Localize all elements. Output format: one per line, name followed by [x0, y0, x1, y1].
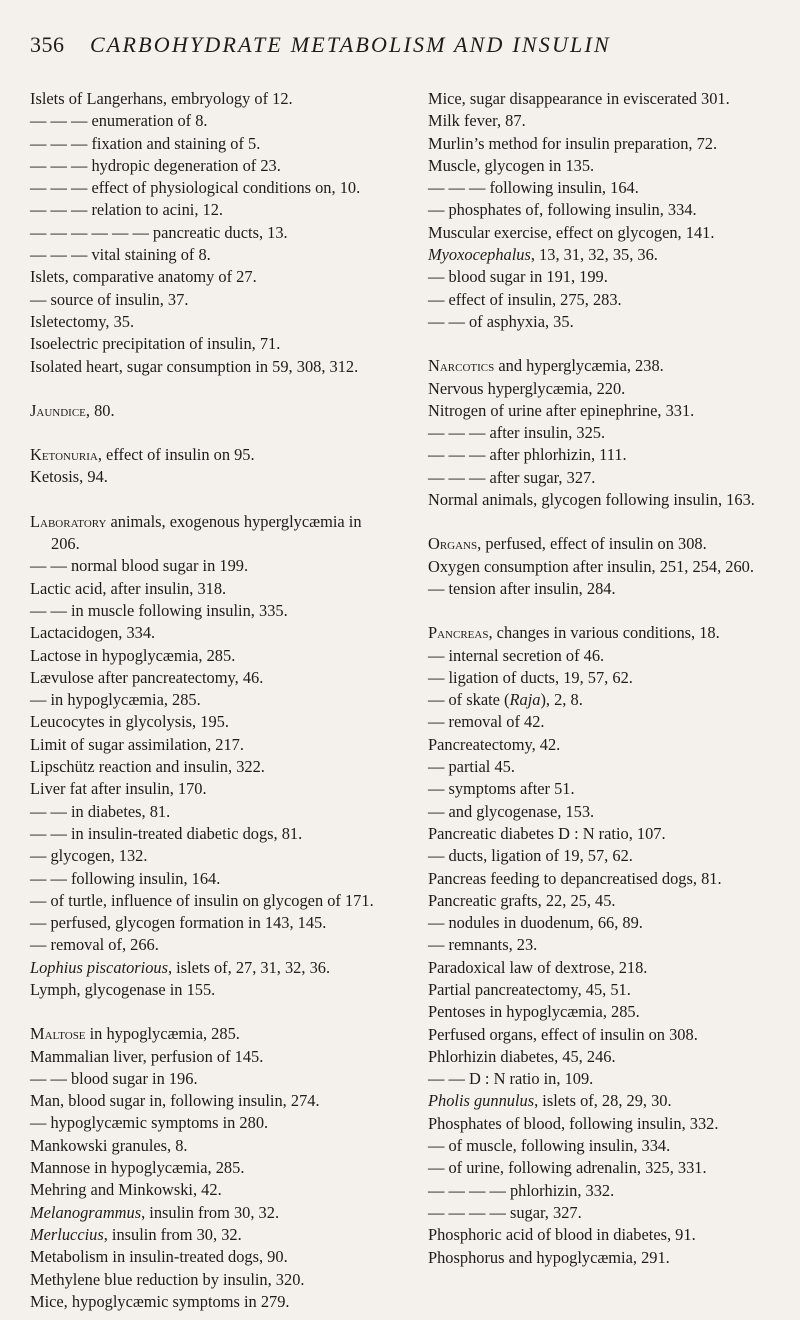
index-entry — [428, 756, 788, 778]
index-entry — [30, 890, 390, 912]
entry-text: in hypoglycæmia, 285. — [85, 1024, 240, 1044]
index-entry — [30, 979, 390, 1001]
entry-text: — — blood sugar in 196. — [30, 1068, 198, 1088]
entry-text: Mankowski granules, 8. — [30, 1135, 188, 1155]
index-entry — [428, 578, 788, 600]
index-entry — [428, 912, 788, 934]
entry-text: — remnants, 23. — [428, 935, 538, 955]
section-heading-word: Pancreas — [428, 623, 489, 643]
section-heading-word: Ketonuria — [30, 445, 98, 465]
italic-term: Melanogrammus — [30, 1202, 142, 1222]
entry-text: — — — effect of physiological conditions on, 10. — [30, 178, 361, 198]
entry-text: — symptoms after 51. — [428, 779, 575, 799]
entry-text: — — — vital staining of 8. — [30, 245, 211, 265]
index-entry — [30, 711, 390, 733]
index-entry — [30, 645, 390, 667]
index-entry — [30, 400, 390, 422]
index-entry — [30, 88, 390, 110]
entry-text: , effect of insulin on 95. — [97, 445, 255, 465]
entry-text: Lymph, glycogenase in 155. — [30, 979, 216, 999]
entry-text: Phlorhizin diabetes, 45, 246. — [428, 1046, 616, 1066]
index-entry — [30, 311, 390, 333]
index-entry — [30, 934, 390, 956]
entry-text: Metabolism in insulin-treated dogs, 90. — [30, 1247, 288, 1267]
entry-text: — — — fixation and staining of 5. — [30, 133, 261, 153]
index-entry — [428, 823, 788, 845]
section-gap — [428, 600, 788, 622]
entry-text: — — — hydropic degeneration of 23. — [30, 155, 281, 175]
index-entry — [428, 622, 788, 644]
index-entry — [428, 711, 788, 733]
entry-text: — effect of insulin, 275, 283. — [428, 289, 622, 309]
index-entry — [30, 333, 390, 355]
section-heading-word: Jaundice — [30, 400, 86, 420]
section-gap — [30, 489, 390, 511]
index-entry — [30, 689, 390, 711]
entry-text: — — — enumeration of 8. — [30, 111, 208, 131]
index-entry — [428, 222, 788, 244]
index-entry — [428, 311, 788, 333]
index-entry — [428, 489, 788, 511]
entry-text: — of turtle, influence of insulin on glycogen of 171. — [30, 890, 374, 910]
entry-text: Nitrogen of urine after epinephrine, 331. — [428, 400, 695, 420]
index-entry — [428, 378, 788, 400]
entry-text: , perfused, effect of insulin on 308. — [477, 534, 707, 554]
italic-term: Myoxocephalus — [428, 245, 531, 265]
entry-text: Mice, sugar disappearance in eviscerated 301. — [428, 89, 730, 108]
index-entry — [428, 133, 788, 155]
index-entry — [428, 467, 788, 489]
entry-text: Limit of sugar assimilation, 217. — [30, 734, 244, 754]
entry-text: Leucocytes in glycolysis, 195. — [30, 712, 229, 732]
entry-text: — — of asphyxia, 35. — [428, 311, 574, 331]
entry-text: Mehring and Minkowski, 42. — [30, 1180, 222, 1200]
entry-text: — perfused, glycogen formation in 143, 145. — [30, 913, 327, 933]
index-column-left — [30, 88, 390, 1313]
running-title: CARBOHYDRATE METABOLISM AND INSULIN — [90, 32, 611, 57]
entry-text: Lactose in hypoglycæmia, 285. — [30, 645, 236, 665]
index-entry — [30, 1179, 390, 1201]
entry-text: Paradoxical law of dextrose, 218. — [428, 957, 648, 977]
entry-text: animals, exogenous hyperglycæmia in 206. — [51, 511, 362, 554]
index-entry — [428, 444, 788, 466]
entry-text: and hyperglycæmia, 238. — [494, 356, 664, 376]
entry-text: Mammalian liver, perfusion of 145. — [30, 1046, 264, 1066]
entry-text: Liver fat after insulin, 170. — [30, 779, 207, 799]
index-entry — [428, 244, 788, 266]
index-entry — [30, 1090, 390, 1112]
section-gap — [30, 378, 390, 400]
index-entry — [30, 133, 390, 155]
index-entry — [30, 511, 390, 556]
index-entry — [428, 355, 788, 377]
entry-text: Man, blood sugar in, following insulin, 274. — [30, 1091, 320, 1111]
index-entry — [30, 1291, 390, 1313]
index-entry — [428, 1224, 788, 1246]
italic-term: Lophius piscatorious — [30, 957, 168, 977]
index-entry — [30, 1112, 390, 1134]
index-entry — [428, 934, 788, 956]
entry-text: — glycogen, 132. — [30, 846, 148, 866]
page-number: 356 — [30, 32, 65, 57]
entry-text: — of skate ( — [428, 690, 510, 710]
section-heading-word: Laboratory — [30, 511, 107, 531]
index-entry — [30, 578, 390, 600]
section-heading-word: Narcotics — [428, 356, 495, 376]
entry-text: — removal of, 266. — [30, 935, 159, 955]
entry-text: — — — — — — pancreatic ducts, 13. — [30, 222, 288, 242]
entry-text: — — — relation to acini, 12. — [30, 200, 224, 220]
entry-text: Pancreatectomy, 42. — [428, 734, 561, 754]
index-entry — [428, 422, 788, 444]
index-entry — [30, 1246, 390, 1268]
entry-text: — ligation of ducts, 19, 57, 62. — [428, 667, 633, 687]
entry-text: Partial pancreatectomy, 45, 51. — [428, 979, 631, 999]
index-entry — [30, 868, 390, 890]
index-entry — [428, 1135, 788, 1157]
index-entry — [428, 1046, 788, 1068]
index-entry — [30, 823, 390, 845]
index-entry — [428, 199, 788, 221]
index-entry — [30, 801, 390, 823]
index-entry — [428, 979, 788, 1001]
entry-text: Lactacidogen, 334. — [30, 623, 156, 643]
index-entry — [30, 622, 390, 644]
section-heading-word: Maltose — [30, 1024, 86, 1044]
entry-text: Oxygen consumption after insulin, 251, 254, 260. — [428, 556, 754, 576]
entry-text: ), 2, 8. — [540, 690, 583, 710]
section-gap — [428, 333, 788, 355]
index-entry — [428, 957, 788, 979]
index-entry — [428, 1068, 788, 1090]
index-entry — [30, 555, 390, 577]
index-entry — [428, 734, 788, 756]
index-entry — [428, 845, 788, 867]
index-entry — [30, 444, 390, 466]
index-entry — [428, 1090, 788, 1112]
index-entry — [30, 1224, 390, 1246]
index-entry — [30, 1046, 390, 1068]
entry-text: , insulin from 30, 32. — [103, 1224, 242, 1244]
entry-text: — source of insulin, 37. — [30, 289, 189, 309]
entry-text: Normal animals, glycogen following insulin, 163. — [428, 490, 755, 510]
index-entry — [30, 845, 390, 867]
entry-text: Nervous hyperglycæmia, 220. — [428, 378, 626, 398]
index-entry — [30, 110, 390, 132]
index-entry — [428, 266, 788, 288]
entry-text: Phosphorus and hypoglycæmia, 291. — [428, 1247, 670, 1267]
entry-text: Perfused organs, effect of insulin on 308. — [428, 1024, 698, 1044]
index-entry — [428, 890, 788, 912]
index-entry — [30, 667, 390, 689]
entry-text: — — normal blood sugar in 199. — [30, 556, 249, 576]
index-entry — [428, 1202, 788, 1224]
index-entry — [428, 110, 788, 132]
index-entry — [30, 1269, 390, 1291]
section-gap — [428, 511, 788, 533]
index-entry — [30, 177, 390, 199]
entry-text: — — — — sugar, 327. — [428, 1202, 582, 1222]
index-entry — [428, 1113, 788, 1135]
entry-text: , insulin from 30, 32. — [141, 1202, 280, 1222]
entry-text: — internal secretion of 46. — [428, 645, 605, 665]
entry-text: Methylene blue reduction by insulin, 320. — [30, 1269, 305, 1289]
index-entry — [428, 155, 788, 177]
entry-text: — — — after insulin, 325. — [428, 423, 606, 443]
index-entry — [428, 801, 788, 823]
index-entry — [30, 466, 390, 488]
index-entry — [30, 1135, 390, 1157]
index-entry — [30, 1202, 390, 1224]
index-entry — [428, 1247, 788, 1269]
index-entry — [30, 199, 390, 221]
entry-text: — removal of 42. — [428, 712, 545, 732]
index-entry — [30, 734, 390, 756]
entry-text: Pancreatic diabetes D : N ratio, 107. — [428, 823, 666, 843]
entry-text: Murlin’s method for insulin preparation, 72. — [428, 133, 718, 153]
entry-text: — — in insulin-treated diabetic dogs, 81. — [30, 823, 303, 843]
entry-text: — phosphates of, following insulin, 334. — [428, 200, 697, 220]
running-header — [30, 32, 775, 68]
index-entry — [428, 177, 788, 199]
entry-text: Milk fever, 87. — [428, 111, 526, 131]
index-entry — [428, 88, 788, 110]
italic-term: Merluccius — [30, 1224, 104, 1244]
entry-text: — blood sugar in 191, 199. — [428, 267, 608, 287]
index-entry — [428, 1157, 788, 1179]
index-entry — [428, 556, 788, 578]
entry-text: Mannose in hypoglycæmia, 285. — [30, 1158, 245, 1178]
entry-text: — partial 45. — [428, 757, 515, 777]
entry-text: Lævulose after pancreatectomy, 46. — [30, 667, 264, 687]
entry-text: Islets, comparative anatomy of 27. — [30, 267, 257, 287]
entry-text: Isolated heart, sugar consumption in 59, 308, 312. — [30, 356, 359, 376]
italic-term: Raja — [509, 690, 541, 710]
entry-text: — nodules in duodenum, 66, 89. — [428, 913, 643, 933]
entry-text: — — — — phlorhizin, 332. — [428, 1180, 615, 1200]
index-entry — [30, 266, 390, 288]
entry-text: Phosphates of blood, following insulin, 332. — [428, 1113, 719, 1133]
index-entry — [428, 1001, 788, 1023]
index-entry — [428, 689, 788, 711]
entry-text: — — in diabetes, 81. — [30, 801, 171, 821]
index-entry — [30, 1023, 390, 1045]
entry-text: — in hypoglycæmia, 285. — [30, 690, 201, 710]
entry-text: Ketosis, 94. — [30, 467, 108, 487]
entry-text: — — following insulin, 164. — [30, 868, 221, 888]
index-entry — [30, 222, 390, 244]
index-entry — [428, 778, 788, 800]
entry-text: Muscular exercise, effect on glycogen, 141. — [428, 222, 715, 242]
index-entry — [428, 400, 788, 422]
entry-text: Lactic acid, after insulin, 318. — [30, 578, 227, 598]
italic-term: Pholis gunnulus — [428, 1091, 535, 1111]
section-gap — [30, 422, 390, 444]
index-entry — [428, 289, 788, 311]
entry-text: Isoelectric precipitation of insulin, 71. — [30, 334, 281, 354]
entry-text: , islets of, 27, 31, 32, 36. — [167, 957, 331, 977]
entry-text: — and glycogenase, 153. — [428, 801, 595, 821]
index-entry — [30, 1068, 390, 1090]
entry-text: — of muscle, following insulin, 334. — [428, 1136, 671, 1156]
index-entry — [428, 667, 788, 689]
entry-text: — hypoglycæmic symptoms in 280. — [30, 1113, 269, 1133]
index-entry — [30, 1157, 390, 1179]
entry-text: — — D : N ratio in, 109. — [428, 1069, 594, 1089]
index-entry — [428, 645, 788, 667]
entry-text: — — in muscle following insulin, 335. — [30, 600, 288, 620]
entry-text: Pancreas feeding to depancreatised dogs, 81. — [428, 868, 722, 888]
entry-text: , islets of, 28, 29, 30. — [534, 1091, 672, 1111]
entry-text: Pancreatic grafts, 22, 25, 45. — [428, 890, 616, 910]
index-entry — [30, 600, 390, 622]
index-entry — [30, 957, 390, 979]
index-entry — [428, 533, 788, 555]
index-entry — [30, 289, 390, 311]
index-entry — [30, 778, 390, 800]
entry-text: Muscle, glycogen in 135. — [428, 155, 595, 175]
index-entry — [30, 912, 390, 934]
entry-text: Islets of Langerhans, embryology of 12. — [30, 89, 293, 108]
index-entry — [30, 356, 390, 378]
section-gap — [30, 1001, 390, 1023]
entry-text: , changes in various conditions, 18. — [488, 623, 720, 643]
index-entry — [30, 756, 390, 778]
entry-text: Lipschütz reaction and insulin, 322. — [30, 757, 265, 777]
index-entry — [30, 155, 390, 177]
index-entry — [428, 1180, 788, 1202]
entry-text: — of urine, following adrenalin, 325, 331. — [428, 1158, 707, 1178]
entry-text: Phosphoric acid of blood in diabetes, 91. — [428, 1225, 696, 1245]
section-heading-word: Organs — [428, 534, 478, 554]
index-entry — [428, 868, 788, 890]
entry-text: Pentoses in hypoglycæmia, 285. — [428, 1002, 640, 1022]
entry-text: , 80. — [85, 400, 115, 420]
entry-text: — tension after insulin, 284. — [428, 578, 616, 598]
entry-text: Isletectomy, 35. — [30, 311, 135, 331]
entry-text: — — — after phlorhizin, 111. — [428, 445, 627, 465]
entry-text: , 13, 31, 32, 35, 36. — [530, 245, 658, 265]
entry-text: Mice, hypoglycæmic symptoms in 279. — [30, 1291, 290, 1311]
entry-text: — — — after sugar, 327. — [428, 467, 596, 487]
entry-text: — ducts, ligation of 19, 57, 62. — [428, 846, 633, 866]
index-entry — [30, 244, 390, 266]
index-column-right — [428, 88, 788, 1269]
index-entry — [428, 1024, 788, 1046]
entry-text: — — — following insulin, 164. — [428, 178, 639, 198]
